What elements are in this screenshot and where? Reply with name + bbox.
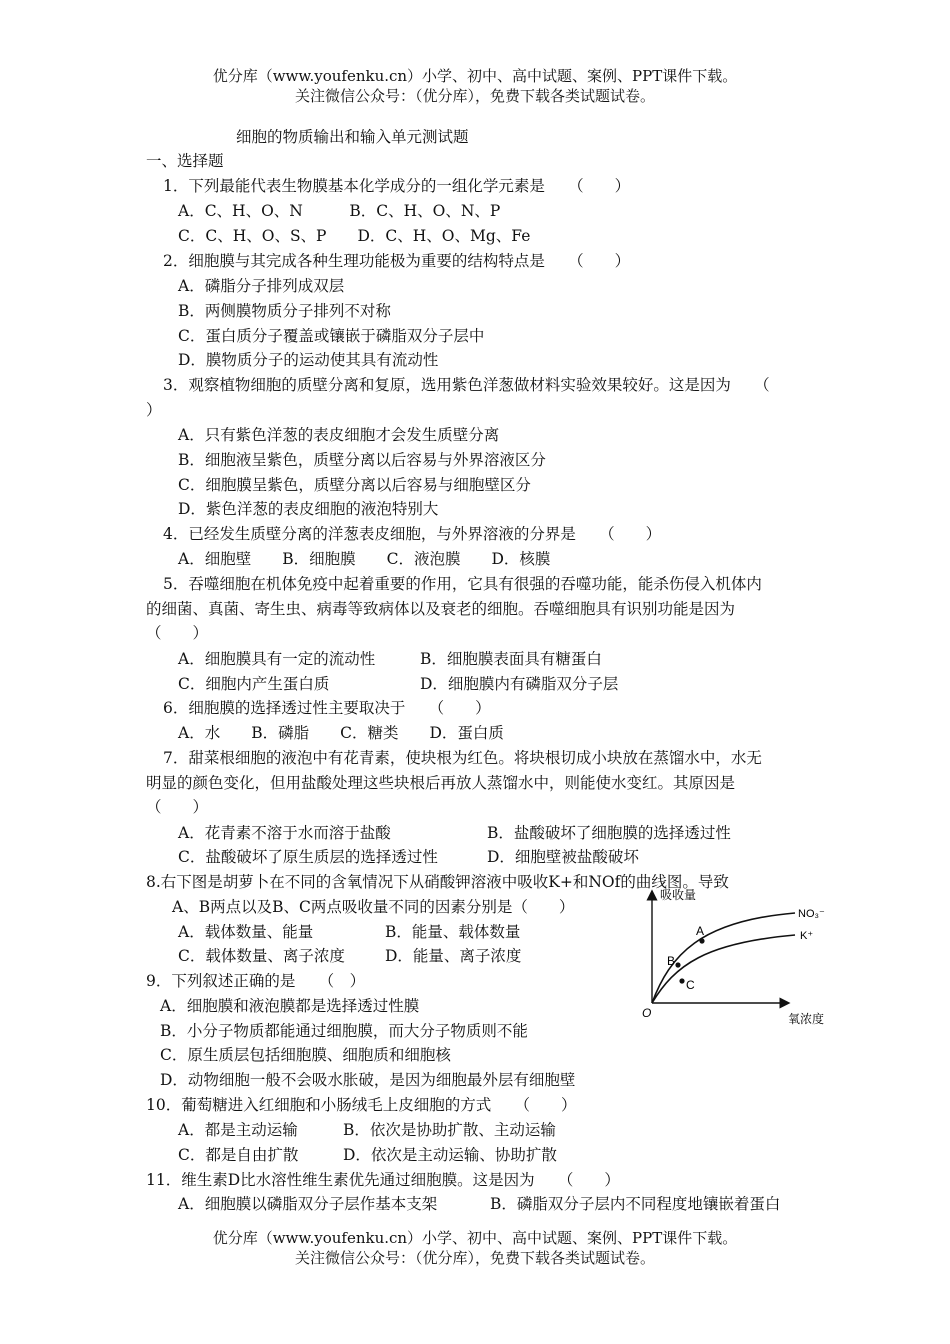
point-c-label: C xyxy=(686,978,695,992)
question-5-stem: 的细菌、真菌、寄生虫、病毒等致病体以及衰老的细胞。吞噬细胞具有识别功能是因为 xyxy=(146,600,736,618)
question-8-option: A．载体数量、能量 xyxy=(178,923,314,941)
question-1-option: A．C、H、O、N B．C、H、O、N、P xyxy=(178,202,501,220)
question-9-option: A．细胞膜和液泡膜都是选择透过性膜 xyxy=(160,997,420,1015)
question-3-option: D．紫色洋葱的表皮细胞的液泡特别大 xyxy=(178,500,439,518)
question-10-option: B．依次是协助扩散、主动运输 xyxy=(343,1121,556,1139)
footer-line-1: 优分库（www.youfenku.cn）小学、初中、高中试题、案例、PPT课件下载。 xyxy=(212,1229,738,1247)
question-11-option: A．细胞膜以磷脂双分子层作基本支架 xyxy=(178,1195,438,1213)
no3-label: NO₃⁻ xyxy=(798,908,825,920)
page-title: 细胞的物质输出和输入单元测试题 xyxy=(236,128,469,146)
question-3-stem: 3．观察植物细胞的质壁分离和复原，选用紫色洋葱做材料实验效果较好。这是因为 （ xyxy=(163,376,770,394)
header-line-1: 优分库（www.youfenku.cn）小学、初中、高中试题、案例、PPT课件下载。 xyxy=(212,67,738,85)
question-5-stem: 5．吞噬细胞在机体免疫中起着重要的作用，它具有很强的吞噬功能，能杀伤侵入机体内 xyxy=(163,575,762,593)
question-8-option: B．能量、载体数量 xyxy=(385,923,521,941)
point-b-label: B xyxy=(667,954,676,968)
question-1-stem: 1．下列最能代表生物膜基本化学成分的一组化学元素是 （ ） xyxy=(163,177,631,195)
question-1-option: C．C、H、O、S、P D．C、H、O、Mg、Fe xyxy=(178,227,531,245)
absorption-curve-figure xyxy=(640,885,840,1035)
question-3-option: B．细胞液呈紫色，质壁分离以后容易与外界溶液区分 xyxy=(178,451,546,469)
question-7-stem: （ ） xyxy=(146,798,209,816)
question-5-option: B．细胞膜表面具有糖蛋白 xyxy=(420,650,602,668)
k-label: K⁺ xyxy=(800,930,814,942)
question-4-option: A．细胞壁 B．细胞膜 C．液泡膜 D．核膜 xyxy=(178,550,551,568)
y-axis-label: 吸收量 xyxy=(660,888,697,902)
question-10-option: A．都是主动运输 xyxy=(178,1121,298,1139)
question-8-option: C．载体数量、离子浓度 xyxy=(178,947,345,965)
question-8-option: D．能量、离子浓度 xyxy=(385,947,522,965)
question-9-option: B．小分子物质都能通过细胞膜，而大分子物质则不能 xyxy=(160,1022,528,1040)
question-5-stem: （ ） xyxy=(146,624,209,642)
point-b-marker xyxy=(675,962,680,967)
origin-label: O xyxy=(642,1006,652,1020)
question-2-stem: 2．细胞膜与其完成各种生理功能极为重要的结构特点是 （ ） xyxy=(163,252,631,270)
question-10-option: C．都是自由扩散 xyxy=(178,1146,299,1164)
point-a-marker xyxy=(699,938,704,943)
question-9-option: C．原生质层包括细胞膜、细胞质和细胞核 xyxy=(160,1046,451,1064)
question-7-option: A．花青素不溶于水而溶于盐酸 xyxy=(178,824,391,842)
question-7-option: C．盐酸破坏了原生质层的选择透过性 xyxy=(178,848,438,866)
question-7-stem: 7．甜菜根细胞的液泡中有花青素，使块根为红色。将块根切成小块放在蒸馏水中，水无 xyxy=(163,749,762,767)
question-5-option: D．细胞膜内有磷脂双分子层 xyxy=(420,675,619,693)
question-8-stem: A、B两点以及B、C两点吸收量不同的因素分别是（ ） xyxy=(172,898,575,916)
question-11-option: B．磷脂双分子层内不同程度地镶嵌着蛋白 xyxy=(490,1195,781,1213)
question-3-option: C．细胞膜呈紫色，质壁分离以后容易与细胞壁区分 xyxy=(178,476,531,494)
question-6-option: A．水 B．磷脂 C．糖类 D．蛋白质 xyxy=(178,724,504,742)
footer-line-2: 关注微信公众号：（优分库），免费下载各类试题试卷。 xyxy=(294,1249,655,1267)
question-4-stem: 4．已经发生质壁分离的洋葱表皮细胞，与外界溶液的分界是 （ ） xyxy=(163,525,662,543)
question-6-stem: 6．细胞膜的选择透过性主要取决于 （ ） xyxy=(163,699,491,717)
question-2-option: A．磷脂分子排列成双层 xyxy=(178,277,345,295)
question-2-option: C．蛋白质分子覆盖或镶嵌于磷脂双分子层中 xyxy=(178,327,485,345)
question-2-option: B．两侧膜物质分子排列不对称 xyxy=(178,302,391,320)
question-8-stem: 8.右下图是胡萝卜在不同的含氧情况下从硝酸钾溶液中吸收K+和NOf的曲线图。导致 xyxy=(146,873,729,891)
question-5-option: A．细胞膜具有一定的流动性 xyxy=(178,650,376,668)
question-9-stem: 9．下列叙述正确的是 （ ） xyxy=(146,972,366,990)
question-3-stem: ） xyxy=(146,401,162,419)
question-2-option: D．膜物质分子的运动使其具有流动性 xyxy=(178,351,439,369)
point-a-label: A xyxy=(696,924,705,938)
question-7-option: D．细胞壁被盐酸破坏 xyxy=(487,848,639,866)
question-5-option: C．细胞内产生蛋白质 xyxy=(178,675,330,693)
x-axis-label: 氧浓度 xyxy=(788,1012,825,1026)
question-11-stem: 11．维生素D比水溶性维生素优先通过细胞膜。这是因为 （ ） xyxy=(146,1171,620,1189)
question-10-stem: 10．葡萄糖进入红细胞和小肠绒毛上皮细胞的方式 （ ） xyxy=(146,1096,577,1114)
k-curve xyxy=(652,935,795,1003)
question-10-option: D．依次是主动运输、协助扩散 xyxy=(343,1146,557,1164)
header-line-2: 关注微信公众号：（优分库），免费下载各类试题试卷。 xyxy=(294,87,655,105)
section-heading: 一、选择题 xyxy=(146,152,224,170)
point-c-marker xyxy=(679,978,684,983)
question-3-option: A．只有紫色洋葱的表皮细胞才会发生质壁分离 xyxy=(178,426,500,444)
question-9-option: D．动物细胞一般不会吸水胀破，是因为细胞最外层有细胞壁 xyxy=(160,1071,576,1089)
question-7-option: B．盐酸破坏了细胞膜的选择透过性 xyxy=(487,824,731,842)
question-7-stem: 明显的颜色变化，但用盐酸处理这些块根后再放人蒸馏水中，则能使水变红。其原因是 xyxy=(146,774,736,792)
